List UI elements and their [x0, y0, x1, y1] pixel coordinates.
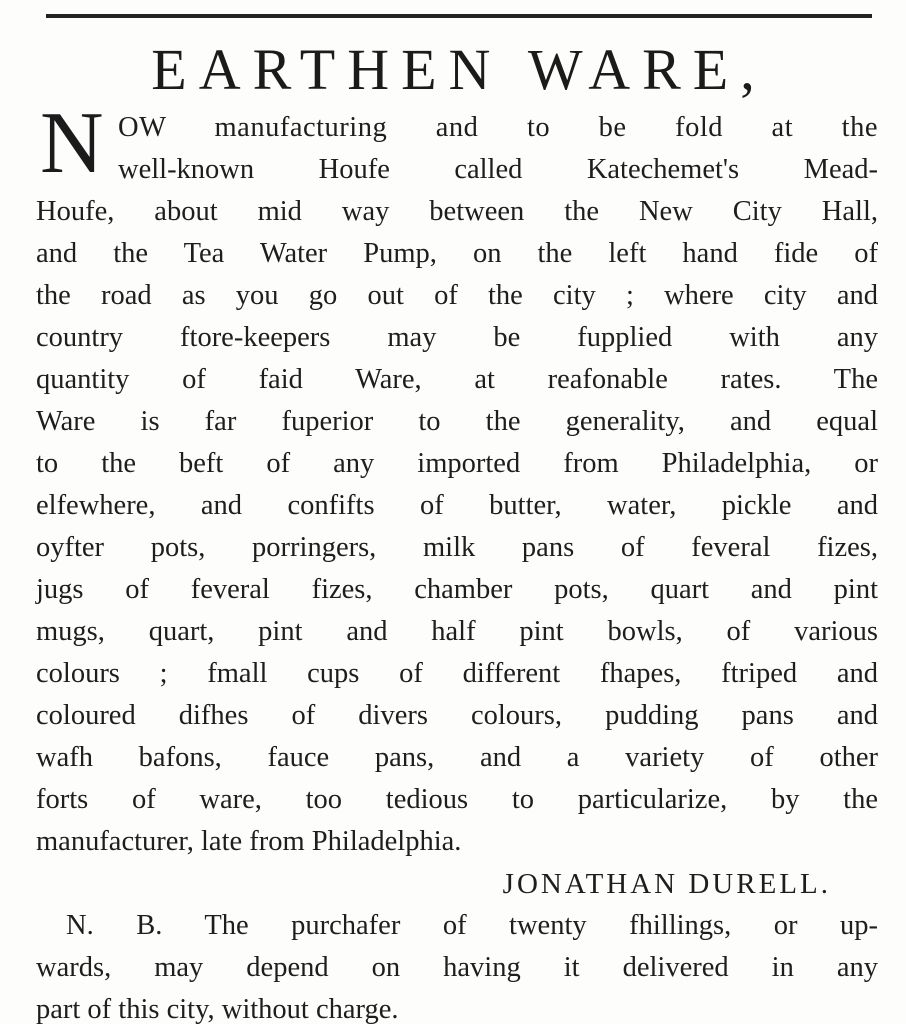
body-line: elfewhere, and confifts of butter, water, pickle and	[36, 490, 878, 521]
body-line: well-known Houfe called Katechemet's Mead-	[118, 154, 878, 185]
body-line: oyfter pots, porringers, milk pans of feveral fizes,	[36, 532, 878, 563]
body-line: and the Tea Water Pump, on the left hand fide of	[36, 238, 878, 269]
body-line: coloured difhes of divers colours, pudding pans and	[36, 700, 878, 731]
signature: JONATHAN DURELL.	[502, 868, 831, 900]
body-line: Houfe, about mid way between the New City Hall,	[36, 196, 878, 227]
body-line: to the beft of any imported from Philadelphia, or	[36, 448, 878, 479]
nb-line: N. B. The purchafer of twenty fhillings, or up-	[66, 910, 878, 941]
body-line: Ware is far fuperior to the generality, and equal	[36, 406, 878, 437]
body-line: quantity of faid Ware, at reafonable rates. The	[36, 364, 878, 395]
nb-line: part of this city, without charge.	[36, 994, 399, 1025]
body-line: jugs of feveral fizes, chamber pots, quart and pint	[36, 574, 878, 605]
nb-line: wards, may depend on having it delivered in any	[36, 952, 878, 983]
body-line: mugs, quart, pint and half pint bowls, of various	[36, 616, 878, 647]
body-line: OW manufacturing and to be fold at the	[118, 112, 878, 143]
headline: EARTHEN WARE,	[151, 37, 767, 102]
body-line: country ftore-keepers may be fupplied with any	[36, 322, 878, 353]
body-line: the road as you go out of the city ; where city and	[36, 280, 878, 311]
body-line: wafh bafons, fauce pans, and a variety of other	[36, 742, 878, 773]
body-line: forts of ware, too tedious to particularize, by the	[36, 784, 878, 815]
body-line: colours ; fmall cups of different fhapes, ftriped and	[36, 658, 878, 689]
drop-cap: N	[40, 95, 104, 192]
body-line: manufacturer, late from Philadelphia.	[36, 826, 462, 857]
top-rule	[46, 14, 872, 18]
